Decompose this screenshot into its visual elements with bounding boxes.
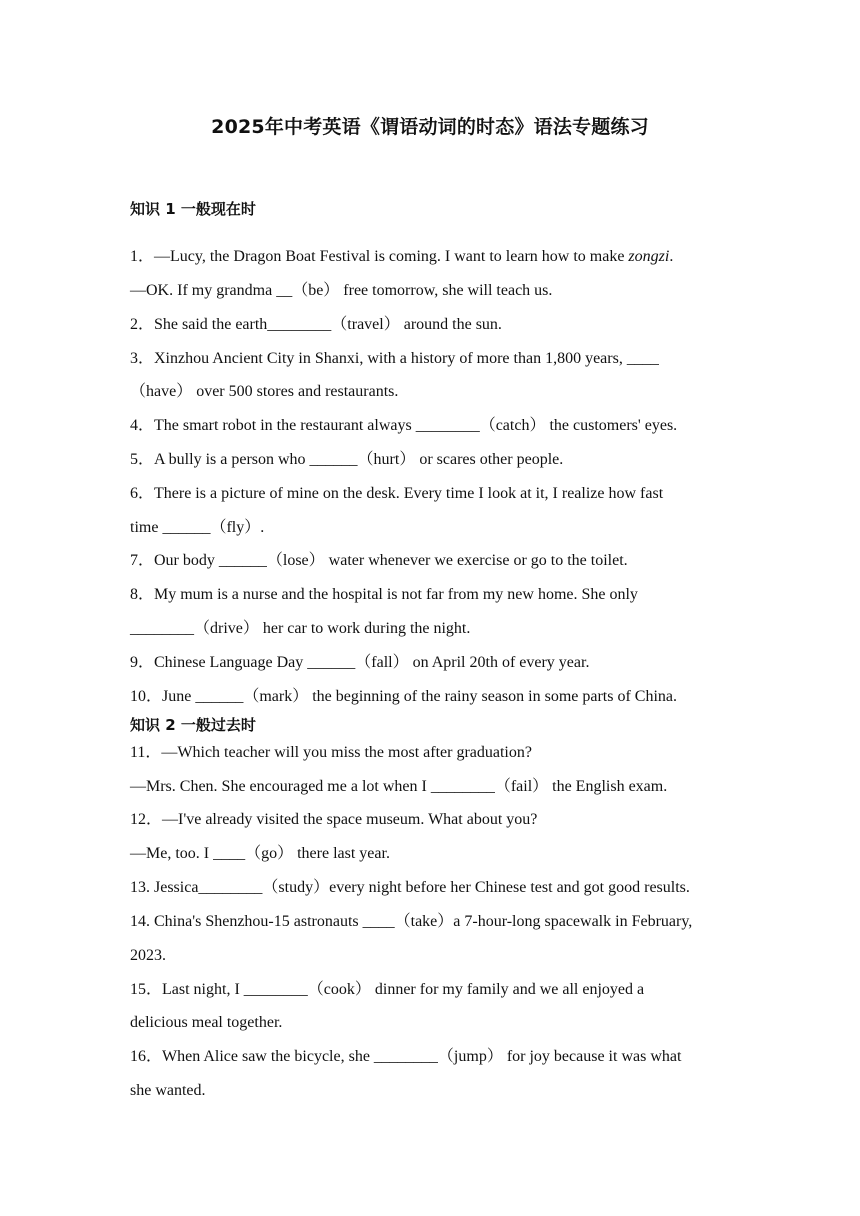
page-title: 2025年中考英语《谓语动词的时态》语法专题练习 [211, 116, 649, 138]
question-line: 8．My mum is a nurse and the hospital is not far from my new home. She only [130, 586, 638, 603]
question-text: . [669, 248, 674, 265]
question-line [130, 247, 673, 267]
question-line: 15．Last night, I ________（cook） dinner for my family and we all enjoyed a [130, 981, 645, 998]
question-text: 1．—Lucy, the Dragon Boat Festival is coming. I want to learn how to make [130, 248, 629, 265]
question-line: delicious meal together. [130, 1014, 283, 1031]
question-line: 5．A bully is a person who ______（hurt） or scares other people. [130, 451, 564, 468]
question-line: —OK. If my grandma __（be） free tomorrow, she will teach us. [130, 282, 553, 299]
question-line: 2023. [130, 947, 166, 964]
question-line: 7．Our body ______（lose） water whenever we exercise or go to the toilet. [130, 552, 628, 569]
question-line: 12．—I've already visited the space museum. What about you? [130, 811, 538, 828]
question-line: 10．June ______（mark） the beginning of the rainy season in some parts of China. [130, 688, 678, 705]
question-line: 13. Jessica________（study）every night before her Chinese test and got good results. [130, 879, 690, 896]
section-heading-present-simple: 知识 1 一般现在时 [130, 200, 256, 218]
question-line: —Me, too. I ____（go） there last year. [130, 845, 390, 862]
question-line: 9．Chinese Language Day ______（fall） on April 20th of every year. [130, 654, 590, 671]
question-line: 6．There is a picture of mine on the desk. Every time I look at it, I realize how fast [130, 485, 664, 502]
italic-term: zongzi [628, 248, 670, 265]
question-line: 4．The smart robot in the restaurant always ________（catch） the customers' eyes. [130, 417, 678, 434]
question-line: 14. China's Shenzhou-15 astronauts ____（take）a 7-hour-long spacewalk in February, [130, 913, 693, 930]
question-line: （have） over 500 stores and restaurants. [130, 383, 399, 400]
question-line: 11．—Which teacher will you miss the most after graduation? [130, 744, 532, 761]
section-heading-past-simple: 知识 2 一般过去时 [130, 716, 256, 734]
question-line: time ______（fly）. [130, 519, 265, 536]
question-line: ________（drive） her car to work during the night. [130, 620, 471, 637]
question-line: 16．When Alice saw the bicycle, she ________（jump） for joy because it was what [130, 1048, 682, 1065]
question-line: she wanted. [130, 1082, 206, 1099]
question-line: 3．Xinzhou Ancient City in Shanxi, with a history of more than 1,800 years, ____ [130, 350, 659, 367]
question-line: —Mrs. Chen. She encouraged me a lot when I ________（fail） the English exam. [130, 778, 668, 795]
question-line: 2．She said the earth________（travel） around the sun. [130, 316, 502, 333]
